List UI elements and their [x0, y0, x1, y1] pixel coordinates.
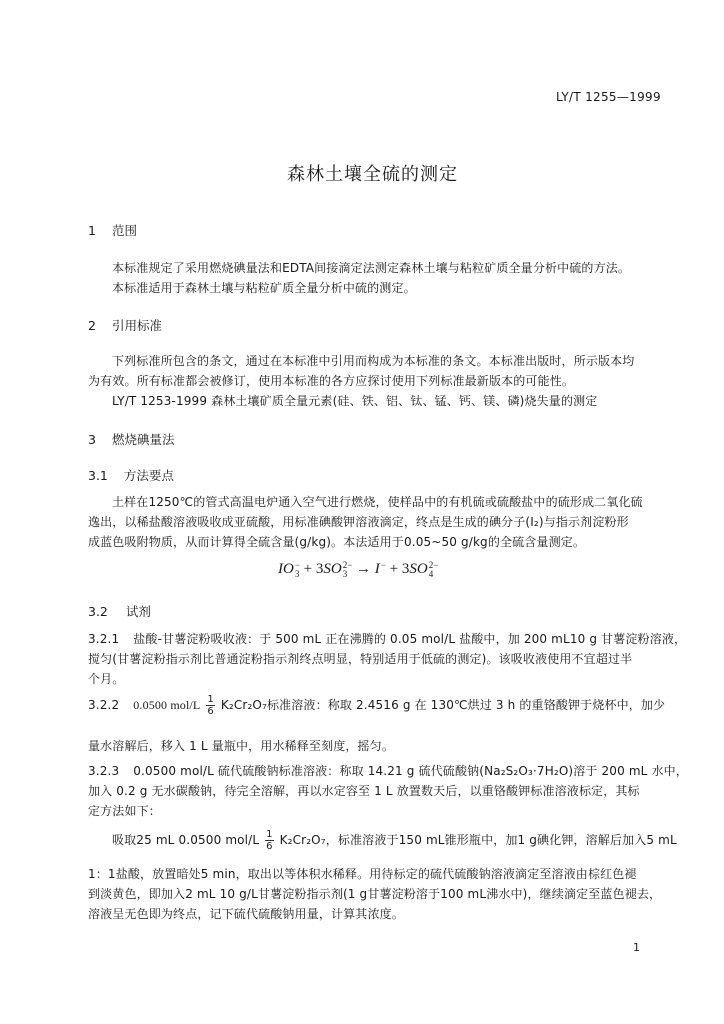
- section-number: 3.1: [88, 468, 108, 483]
- section-3-heading: [88, 430, 174, 448]
- header-standard-code: LY/T 1255—1999: [556, 90, 661, 104]
- paragraph-line: 下列标准所包含的条文，通过在本标准中引用而构成为本标准的条文。本标准出版时，所示版本均: [112, 354, 635, 368]
- chemical-equation: IO − 3 + 3SO 2− 3 → I − + 3SO 2− 4: [278, 560, 439, 579]
- section-number: 3: [88, 432, 96, 447]
- clause-number: 3.2.1: [88, 632, 120, 646]
- paragraph-line: 定方法如下：: [88, 804, 161, 818]
- paragraph-line: 搅匀(甘薯淀粉指示剂比普通淀粉指示剂终点明显，特别适用于低硫的测定)。该吸收液使用不宜超过半: [88, 652, 633, 666]
- paragraph-line: 溶液呈无色即为终点，记下硫代硫酸钠用量，计算其浓度。: [88, 907, 404, 921]
- clause-text: 0.0500 mol/L 硫代硫酸钠标准溶液：称取 14.21 g 硫代硫酸钠(Na₂S₂O₃·7H₂O)溶于 200 mL 水中，: [133, 764, 688, 778]
- section-1-heading: [88, 221, 137, 239]
- paragraph-line: 量水溶解后，移入 1 L 量瓶中，用水稀释至刻度，摇匀。: [88, 739, 394, 753]
- section-title: 范围: [111, 223, 137, 238]
- concentration: 0.0500 mol/L: [133, 698, 201, 712]
- paragraph-line: 成蓝色吸附物质，从而计算得全硫含量(g/kg)。本法适用于0.05~50 g/kg的全硫含量测定。: [88, 535, 586, 549]
- titration-procedure: [112, 829, 677, 852]
- procedure-text: K₂Cr₂O₇，标准溶液于150 mL锥形瓶中，加1 g碘化钾，溶解后加入5 mL: [279, 833, 677, 847]
- section-title: 燃烧碘量法: [111, 432, 175, 447]
- paragraph-line: 1：1盐酸，放置暗处5 min，取出以等体积水稀释。用待标定的硫代硫酸钠溶液滴定至溶液由棕红色褪: [88, 867, 637, 881]
- paragraph-line: 加入 0.2 g 无水碳酸钠，待完全溶解，再以水定容至 1 L 放置数天后，以重铬酸钾标准溶液标定，其标: [88, 784, 640, 798]
- section-title: 方法要点: [123, 468, 174, 483]
- section-3-1-heading: [88, 466, 174, 484]
- procedure-text: 吸取25 mL 0.0500 mol/L: [112, 833, 260, 847]
- paragraph-line: 逸出，以稀盐酸溶液吸收成亚硫酸，用标准碘酸钾溶液滴定，终点是生成的碘分子(I₂)与指示剂淀粉形: [88, 515, 629, 529]
- clause-number: 3.2.3: [88, 764, 120, 778]
- section-number: 2: [88, 318, 96, 333]
- page-number: 1: [633, 941, 640, 954]
- referenced-standard: LY/T 1253-1999 森林土壤矿质全量元素(硅、铁、铝、钛、锰、钙、镁、磷)烧失量的测定: [112, 394, 598, 408]
- fraction: $\frac{1}{6}$: [207, 694, 214, 717]
- clause-3-2-2: [88, 694, 665, 717]
- section-2-heading: [88, 316, 162, 334]
- section-number: 1: [88, 223, 96, 238]
- clause-3-2-1: [88, 630, 686, 647]
- paragraph-line: 到淡黄色，即加入2 mL 10 g/L甘薯淀粉指示剂(1 g甘薯淀粉溶于100 mL沸水中)，继续滴定至蓝色褪去，: [88, 887, 662, 901]
- clause-text: K₂Cr₂O₇标准溶液：称取 2.4516 g 在 130℃烘过 3 h 的重铬酸钾于烧杯中，加少: [220, 698, 666, 712]
- paragraph-line: 土样在1250℃的管式高温电炉通入空气进行燃烧，使样品中的有机硫或硫酸盐中的硫形成二氧化硫: [112, 495, 643, 509]
- paragraph-line: 本标准适用于森林土壤与粘粒矿质全量分析中硫的测定。: [112, 281, 416, 295]
- clause-text: 盐酸-甘薯淀粉吸收液：于 500 mL 正在沸腾的 0.05 mol/L 盐酸中，加 200 mL10 g 甘薯淀粉溶液，: [133, 632, 687, 646]
- section-title: 试剂: [125, 604, 151, 619]
- section-number: 3.2: [88, 604, 108, 619]
- paragraph-line: 本标准规定了采用燃烧碘量法和EDTA间接滴定法测定森林土壤与粘粒矿质全量分析中硫的方法。: [112, 261, 631, 275]
- section-3-2-heading: [88, 602, 151, 620]
- section-title: 引用标准: [111, 318, 162, 333]
- clause-3-2-3: [88, 762, 688, 779]
- paragraph-line: 为有效。所有标准都会被修订，使用本标准的各方应探讨使用下列标准最新版本的可能性。: [88, 374, 575, 388]
- fraction: $\frac{1}{6}$: [266, 829, 273, 852]
- paragraph-line: 个月。: [88, 672, 125, 686]
- page-title: 森林土壤全硫的测定: [287, 164, 458, 185]
- clause-number: 3.2.2: [88, 698, 120, 712]
